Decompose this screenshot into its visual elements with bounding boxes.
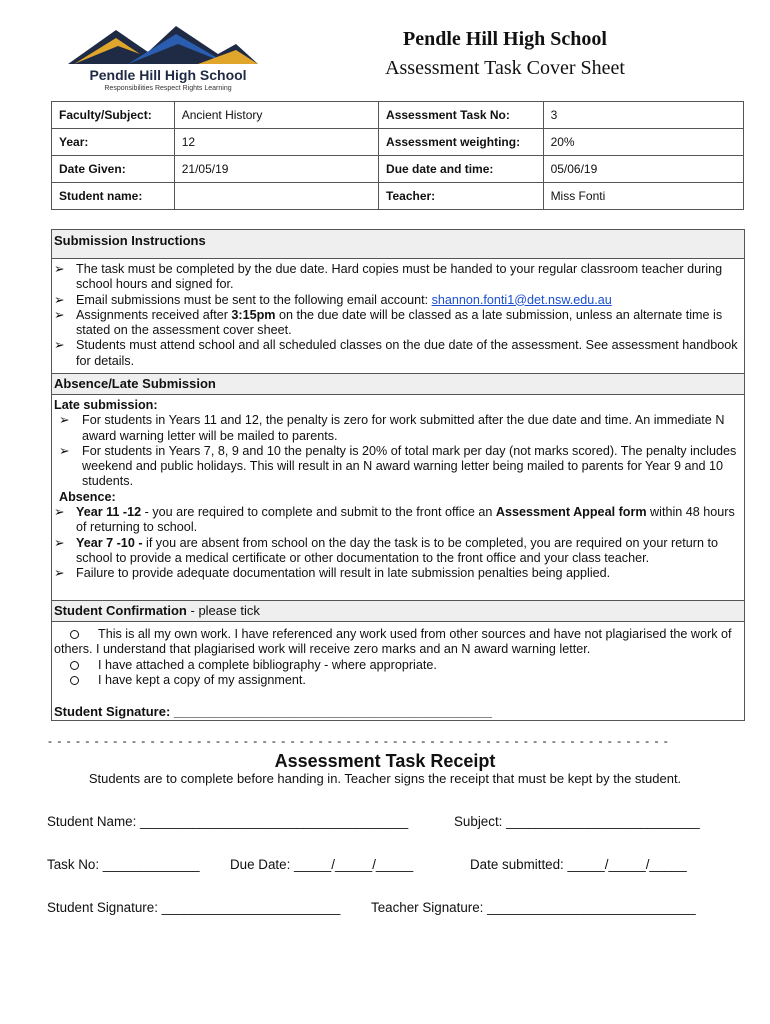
- faculty-label: Faculty/Subject:: [52, 102, 175, 129]
- receipt-instructions: Students are to complete before handing in. Teacher signs the receipt that must be kept by the student.: [88, 771, 682, 786]
- bibliography-checkbox[interactable]: I have attached a complete bibliography - where appropriate.: [52, 658, 744, 673]
- cut-line: - - - - - - - - - - - - - - - - - - - - - - - - - - - - - - - - - - - - - - - - - - - - - - - - - - - - - - - - - - - - - - - - - - -: [48, 734, 669, 748]
- date-given-value: 21/05/19: [174, 156, 378, 183]
- list-item: ➢ For students in Years 7, 8, 9 and 10 the penalty is 20% of total mark per day (not marks scored). The penalty includes weekend and public holidays. This will result in an N award warning letter being mailed to parents for Year 9 and 10 students.: [52, 444, 744, 490]
- task-no-label: Assessment Task No:: [379, 102, 544, 129]
- weighting-value: 20%: [543, 129, 743, 156]
- confirmation-list: [52, 627, 744, 688]
- date-given-label: Date Given:: [52, 156, 175, 183]
- instructions-box: [51, 229, 745, 721]
- receipt-task-no-field[interactable]: Task No: _____________: [47, 857, 200, 872]
- student-signature-line[interactable]: Student Signature: ____________________________________________: [54, 704, 493, 719]
- logo-school-name: Pendle Hill High School: [89, 67, 247, 83]
- receipt-student-signature-field[interactable]: Student Signature: ________________________: [47, 900, 341, 915]
- year-label: Year:: [52, 129, 175, 156]
- receipt-due-date-field[interactable]: Due Date: _____/_____/_____: [230, 857, 414, 872]
- receipt-title: Assessment Task Receipt: [274, 751, 496, 771]
- year-value: 12: [174, 129, 378, 156]
- list-item: ➢ Students must attend school and all scheduled classes on the due date of the assessment. See assessment handbook for details.: [52, 338, 744, 369]
- cutoff-time: 3:15pm: [231, 307, 276, 322]
- absence-subheading: Absence:: [59, 489, 116, 504]
- list-item: ➢ Year 7 -10 - if you are absent from school on the day the task is to be completed, you are required on your return to school to provide a medical certificate or other documentation to the front office and your class teacher.: [52, 536, 744, 567]
- absence-section: [52, 398, 744, 582]
- email-link[interactable]: shannon.fonti1@det.nsw.edu.au: [431, 292, 612, 307]
- list-item: ➢ For students in Years 11 and 12, the penalty is zero for work submitted after the due date and time. An immediate N award warning letter will be mailed to parents.: [52, 413, 744, 444]
- task-no-value: 3: [543, 102, 743, 129]
- page-title: Pendle Hill High School: [403, 28, 607, 50]
- table-row: [52, 156, 744, 183]
- task-info-table: [51, 101, 744, 210]
- mountains-logo-icon: [68, 24, 258, 66]
- list-item: ➢ The task must be completed by the due date. Hard copies must be handed to your regular classroom teacher during school hours and signed for.: [52, 262, 744, 293]
- table-row: [52, 129, 744, 156]
- list-item: ➢ Assignments received after 3:15pm on the due date will be classed as a late submission, unless an alternate time is stated on the assessment cover sheet.: [52, 308, 744, 339]
- school-logo: [58, 24, 268, 94]
- confirmation-heading: Student Confirmation - please tick: [52, 600, 744, 622]
- due-date-value: 05/06/19: [543, 156, 743, 183]
- late-submission-heading: Late submission:: [54, 398, 158, 412]
- weighting-label: Assessment weighting:: [379, 129, 544, 156]
- receipt-subject-field[interactable]: Subject: __________________________: [454, 814, 700, 829]
- due-date-label: Due date and time:: [379, 156, 544, 183]
- receipt-date-submitted-field[interactable]: Date submitted: _____/_____/_____: [470, 857, 687, 872]
- student-name-field[interactable]: [174, 183, 378, 210]
- list-item: ➢ Failure to provide adequate documentation will result in late submission penalties being applied.: [52, 566, 744, 581]
- table-row: [52, 183, 744, 210]
- logo-tagline: Responsibilities Respect Rights Learning: [104, 85, 232, 92]
- copy-kept-checkbox[interactable]: I have kept a copy of my assignment.: [52, 673, 744, 688]
- table-row: [52, 102, 744, 129]
- receipt-student-name-field[interactable]: Student Name: ____________________________________: [47, 814, 409, 829]
- student-name-label: Student name:: [52, 183, 175, 210]
- absence-heading: Absence/Late Submission: [52, 373, 744, 395]
- teacher-label: Teacher:: [379, 183, 544, 210]
- faculty-value: Ancient History: [174, 102, 378, 129]
- list-item: ➢ Email submissions must be sent to the following email account: shannon.fonti1@det.nsw.edu.au: [52, 293, 744, 308]
- own-work-checkbox[interactable]: This is all my own work. I have referenced any work used from other sources and have not plagiarised the work of others. I understand that plagiarised work will receive zero marks and an N award warning letter.: [52, 627, 744, 658]
- teacher-value: Miss Fonti: [543, 183, 743, 210]
- receipt-teacher-signature-field[interactable]: Teacher Signature: ____________________________: [371, 900, 696, 915]
- list-item: ➢ Year 11 -12 - you are required to complete and submit to the front office an Assessment Appeal form within 48 hours of returning to school.: [52, 505, 744, 536]
- page-subtitle: Assessment Task Cover Sheet: [385, 57, 625, 79]
- submission-list: [52, 262, 744, 369]
- submission-heading: Submission Instructions: [52, 229, 744, 259]
